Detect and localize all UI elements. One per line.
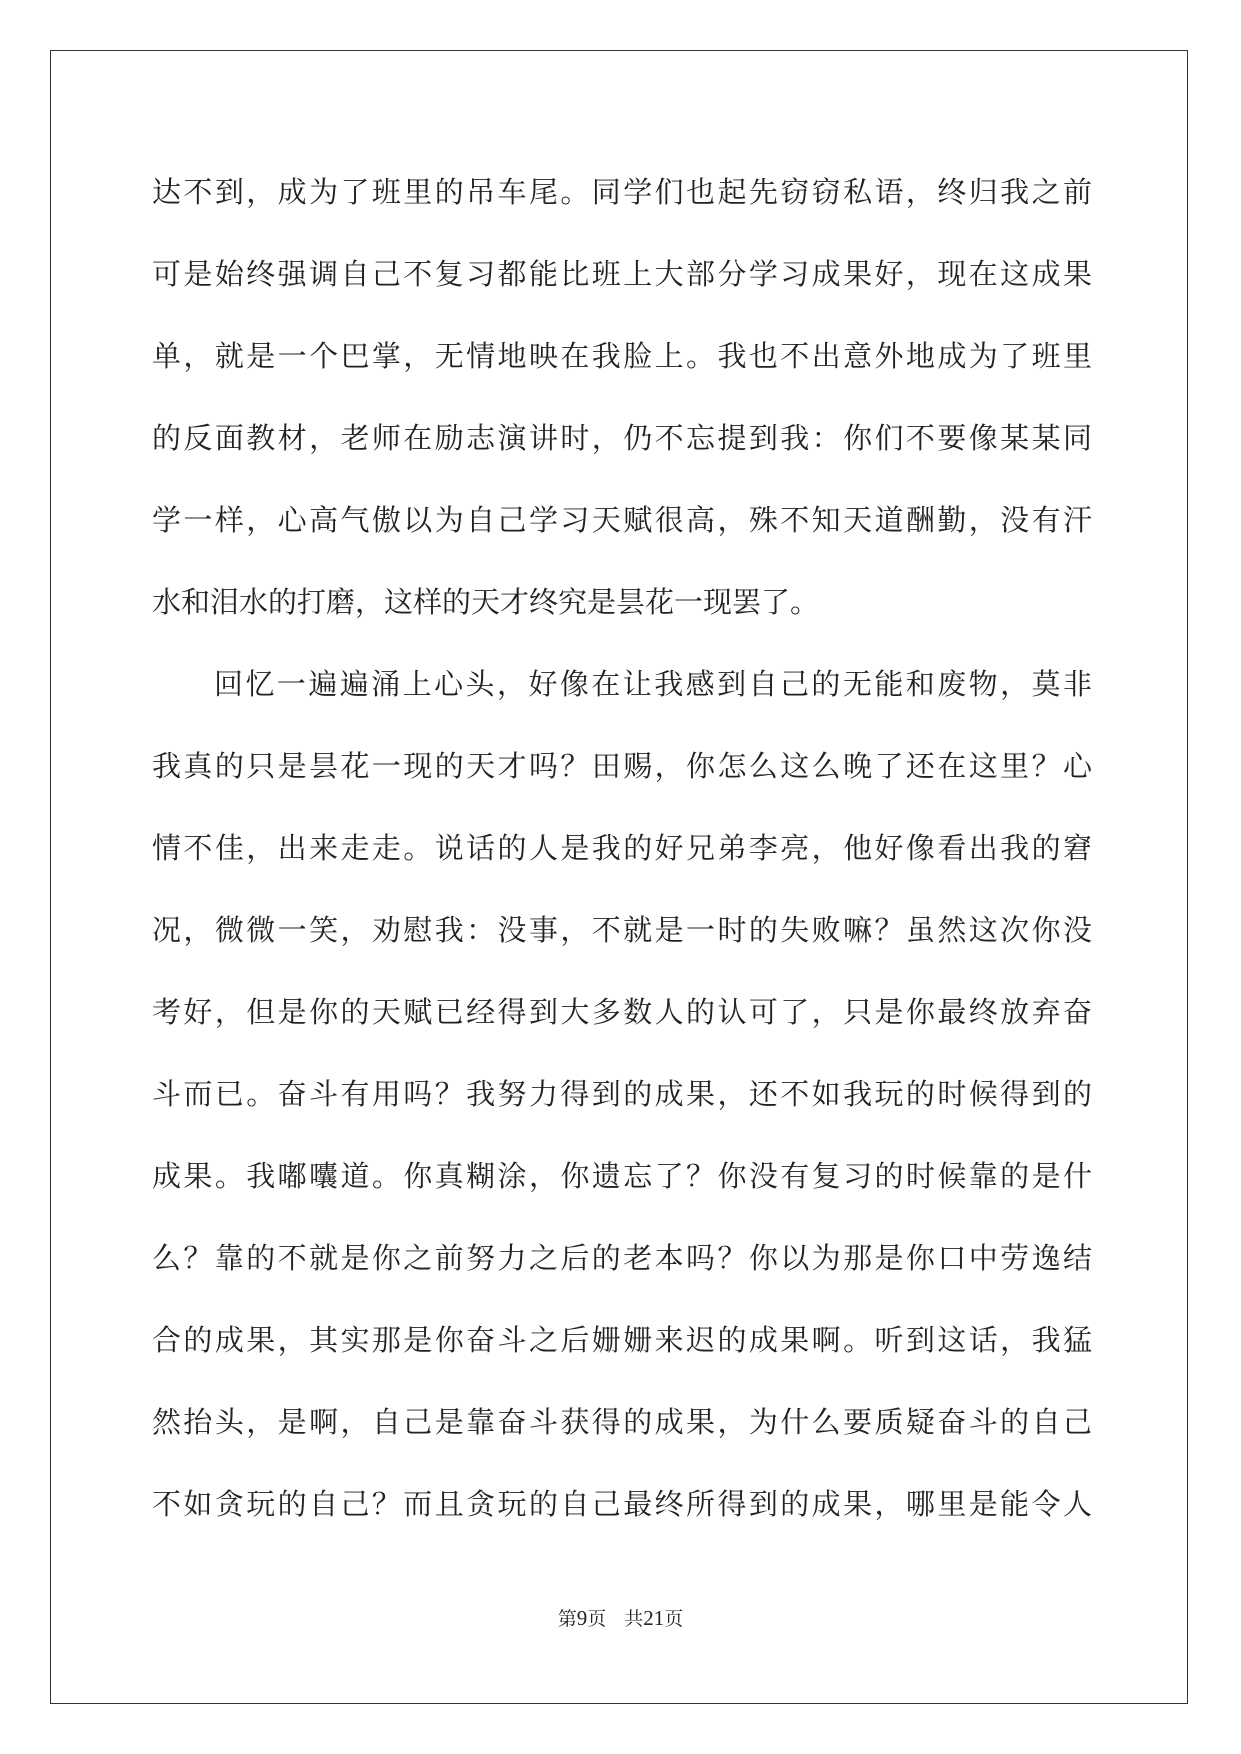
text-line: 单，就是一个巴掌，无情地映在我脸上。我也不出意外地成为了班里: [152, 339, 1092, 373]
text-line: 么？靠的不就是你之前努力之后的老本吗？你以为那是你口中劳逸结: [152, 1241, 1092, 1275]
page-footer: [0, 1604, 1241, 1631]
text-line: 水和泪水的打磨，这样的天才终究是昙花一现罢了。: [152, 585, 820, 619]
text-line: 学一样，心高气傲以为自己学习天赋很高，殊不知天道酬勤，没有汗: [152, 503, 1092, 537]
text-line: 然抬头，是啊，自己是靠奋斗获得的成果，为什么要质疑奋斗的自己: [152, 1405, 1092, 1439]
text-line: 斗而已。奋斗有用吗？我努力得到的成果，还不如我玩的时候得到的: [152, 1077, 1092, 1111]
text-line: 情不佳，出来走走。说话的人是我的好兄弟李亮，他好像看出我的窘: [152, 831, 1092, 865]
total-prefix: 共: [624, 1608, 644, 1630]
text-line: 成果。我嘟囔道。你真糊涂，你遗忘了？你没有复习的时候靠的是什: [152, 1159, 1092, 1193]
text-line: 达不到，成为了班里的吊车尾。同学们也起先窃窃私语，终归我之前: [152, 175, 1092, 209]
text-line: 不如贪玩的自己？而且贪玩的自己最终所得到的成果，哪里是能令人: [152, 1487, 1092, 1521]
total-suffix: 页: [664, 1608, 684, 1630]
text-line: 回忆一遍遍涌上心头，好像在让我感到自己的无能和废物，莫非: [214, 667, 1092, 701]
text-line: 况，微微一笑，劝慰我：没事，不就是一时的失败嘛？虽然这次你没: [152, 913, 1092, 947]
total-pages: 21: [643, 1606, 665, 1630]
page-prefix: 第: [557, 1608, 577, 1630]
text-line: 我真的只是昙花一现的天才吗？田赐，你怎么这么晚了还在这里？心: [152, 749, 1092, 783]
page-suffix: 页: [587, 1608, 607, 1630]
text-line: 考好，但是你的天赋已经得到大多数人的认可了，只是你最终放弃奋: [152, 995, 1092, 1029]
text-line: 合的成果，其实那是你奋斗之后姗姗来迟的成果啊。听到这话，我猛: [152, 1323, 1092, 1357]
document-body: [152, 160, 1092, 1554]
page-number: 9: [576, 1606, 588, 1630]
text-line: 可是始终强调自己不复习都能比班上大部分学习成果好，现在这成果: [152, 257, 1092, 291]
text-line: 的反面教材，老师在励志演讲时，仍不忘提到我：你们不要像某某同: [152, 421, 1092, 455]
